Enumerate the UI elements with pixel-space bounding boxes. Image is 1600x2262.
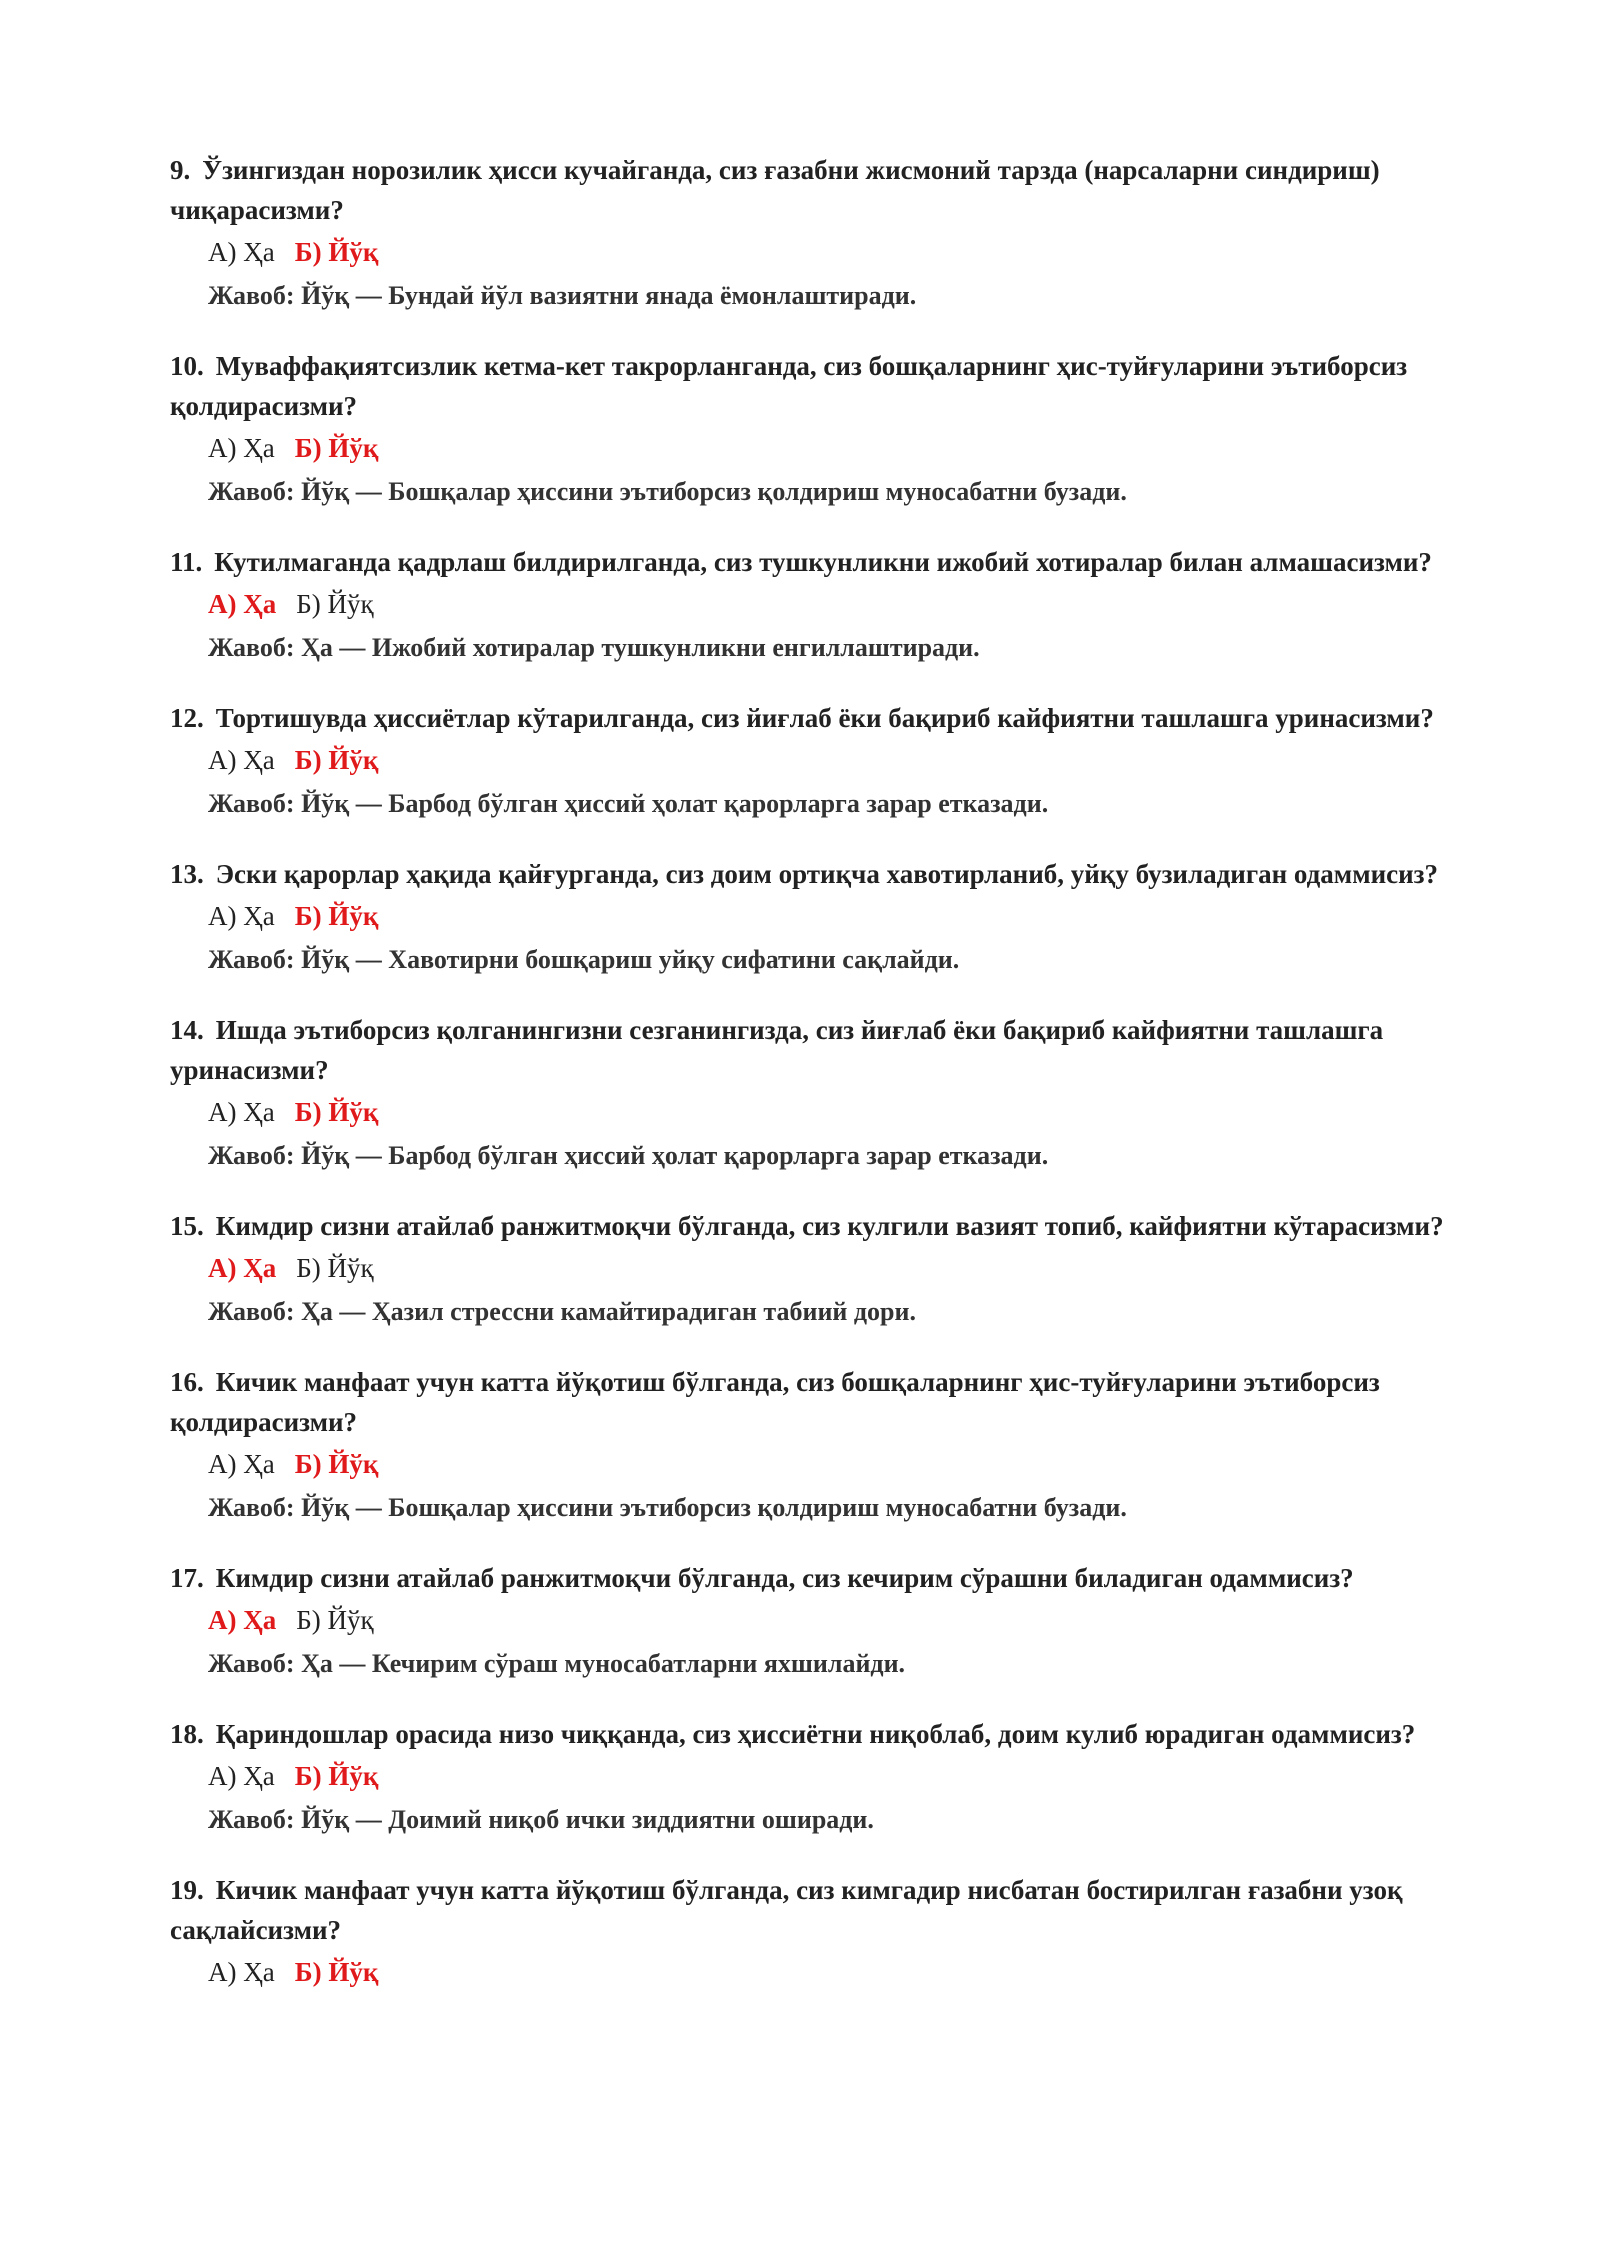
option-a: А) Ҳа: [208, 1449, 275, 1479]
options: [208, 426, 1460, 470]
question-12: [170, 698, 1460, 826]
option-a: А) Ҳа: [208, 1761, 275, 1791]
options: [208, 1754, 1460, 1798]
question-text: [170, 1206, 1460, 1246]
document-page: [170, 150, 1460, 2022]
options: [208, 582, 1460, 626]
option-b-correct: Б) Йўқ: [294, 1957, 379, 1987]
question-text: [170, 346, 1460, 426]
question-number: 11.: [170, 547, 203, 577]
options: [208, 230, 1460, 274]
option-a: А) Ҳа: [208, 1097, 275, 1127]
option-a: А) Ҳа: [208, 745, 275, 775]
question-text: [170, 150, 1460, 230]
question-18: [170, 1714, 1460, 1842]
option-a-correct: А) Ҳа: [208, 1253, 277, 1283]
question-number: 12.: [170, 703, 204, 733]
options: [208, 1090, 1460, 1134]
answer-text: Жавоб: Йўқ — Бундай йўл вазиятни янада ёмонлаштиради.: [208, 281, 917, 310]
question-body: Кимдир сизни атайлаб ранжитмоқчи бўлганда, сиз кечирим сўрашни биладиган одаммисиз?: [215, 1563, 1354, 1593]
question-body: Муваффақиятсизлик кетма-кет такрорланганда, сиз бошқаларнинг ҳис-туйғуларини эътиборсиз қолдирасизми?: [170, 351, 1408, 421]
question-number: 18.: [170, 1719, 204, 1749]
options: [208, 894, 1460, 938]
question-body: Кимдир сизни атайлаб ранжитмоқчи бўлганда, сиз кулгили вазият топиб, кайфиятни кўтарасизми?: [215, 1211, 1444, 1241]
question-body: Кичик манфаат учун катта йўқотиш бўлганда, сиз бошқаларнинг ҳис-туйғуларини эътиборсиз қолдирасизми?: [170, 1367, 1380, 1437]
question-13: [170, 854, 1460, 982]
question-text: [170, 542, 1460, 582]
option-b: Б) Йўқ: [296, 1605, 374, 1635]
options: [208, 1246, 1460, 1290]
option-b-correct: Б) Йўқ: [294, 745, 379, 775]
answer-text: Жавоб: Ҳа — Кечирим сўраш муносабатларни яхшилайди.: [208, 1649, 906, 1678]
question-number: 13.: [170, 859, 204, 889]
question-body: Қариндошлар орасида низо чиққанда, сиз ҳиссиётни ниқоблаб, доим кулиб юрадиган одаммисиз?: [215, 1719, 1416, 1749]
question-text: [170, 1870, 1460, 1950]
question-17: [170, 1558, 1460, 1686]
question-text: [170, 854, 1460, 894]
question-body: Тортишувда ҳиссиётлар кўтарилганда, сиз йиғлаб ёки бақириб кайфиятни ташлашга уринасизми?: [215, 703, 1434, 733]
answer-text: Жавоб: Йўқ — Барбод бўлган ҳиссий ҳолат қарорларга зарар етказади.: [208, 1141, 1049, 1170]
option-b-correct: Б) Йўқ: [294, 901, 379, 931]
option-a-correct: А) Ҳа: [208, 1605, 277, 1635]
option-a: А) Ҳа: [208, 433, 275, 463]
question-text: [170, 1010, 1460, 1090]
question-number: 10.: [170, 351, 204, 381]
question-body: Эски қарорлар ҳақида қайғурганда, сиз доим ортиқча хавотирланиб, уйқу бузиладиган одаммисиз?: [215, 859, 1439, 889]
options: [208, 1950, 1460, 1994]
question-number: 17.: [170, 1563, 204, 1593]
question-text: [170, 1362, 1460, 1442]
question-16: [170, 1362, 1460, 1530]
answer-text: Жавоб: Ҳа — Ҳазил стрессни камайтирадиган табиий дори.: [208, 1297, 916, 1326]
answer-text: Жавоб: Ҳа — Ижобий хотиралар тушкунликни енгиллаштиради.: [208, 633, 980, 662]
answer-text: Жавоб: Йўқ — Барбод бўлган ҳиссий ҳолат қарорларга зарар етказади.: [208, 789, 1049, 818]
answer-text: Жавоб: Йўқ — Бошқалар ҳиссини эътиборсиз қолдириш муносабатни бузади.: [208, 1493, 1127, 1522]
question-9: [170, 150, 1460, 318]
option-b-correct: Б) Йўқ: [294, 237, 379, 267]
options: [208, 738, 1460, 782]
option-b-correct: Б) Йўқ: [294, 1097, 379, 1127]
answer-text: Жавоб: Йўқ — Хавотирни бошқариш уйқу сифатини сақлайди.: [208, 945, 960, 974]
option-b: Б) Йўқ: [296, 589, 374, 619]
option-b-correct: Б) Йўқ: [294, 1449, 379, 1479]
option-a: А) Ҳа: [208, 237, 275, 267]
question-text: [170, 1714, 1460, 1754]
answer-text: Жавоб: Йўқ — Бошқалар ҳиссини эътиборсиз қолдириш муносабатни бузади.: [208, 477, 1127, 506]
question-text: [170, 698, 1460, 738]
options: [208, 1598, 1460, 1642]
question-11: [170, 542, 1460, 670]
question-number: 9.: [170, 155, 191, 185]
question-number: 19.: [170, 1875, 204, 1905]
option-a: А) Ҳа: [208, 1957, 275, 1987]
option-a: А) Ҳа: [208, 901, 275, 931]
question-body: Кичик манфаат учун катта йўқотиш бўлганда, сиз кимгадир нисбатан бостирилган ғазабни узоқ сақлайсизми?: [170, 1875, 1403, 1945]
question-10: [170, 346, 1460, 514]
question-number: 15.: [170, 1211, 204, 1241]
question-14: [170, 1010, 1460, 1178]
option-b: Б) Йўқ: [296, 1253, 374, 1283]
question-text: [170, 1558, 1460, 1598]
answer-text: Жавоб: Йўқ — Доимий ниқоб ички зиддиятни оширади.: [208, 1805, 874, 1834]
question-body: Ишда эътиборсиз қолганингизни сезганингизда, сиз йиғлаб ёки бақириб кайфиятни ташлашга уринасизми?: [170, 1015, 1384, 1085]
question-number: 16.: [170, 1367, 204, 1397]
options: [208, 1442, 1460, 1486]
question-19: [170, 1870, 1460, 1994]
option-a-correct: А) Ҳа: [208, 589, 277, 619]
question-body: Ўзингиздан норозилик ҳисси кучайганда, сиз ғазабни жисмоний тарзда (нарсаларни синдириш) чиқарасизми?: [170, 155, 1380, 225]
question-body: Кутилмаганда қадрлаш билдирилганда, сиз тушкунликни ижобий хотиралар билан алмашасизми?: [214, 547, 1432, 577]
question-number: 14.: [170, 1015, 204, 1045]
question-15: [170, 1206, 1460, 1334]
option-b-correct: Б) Йўқ: [294, 433, 379, 463]
option-b-correct: Б) Йўқ: [294, 1761, 379, 1791]
